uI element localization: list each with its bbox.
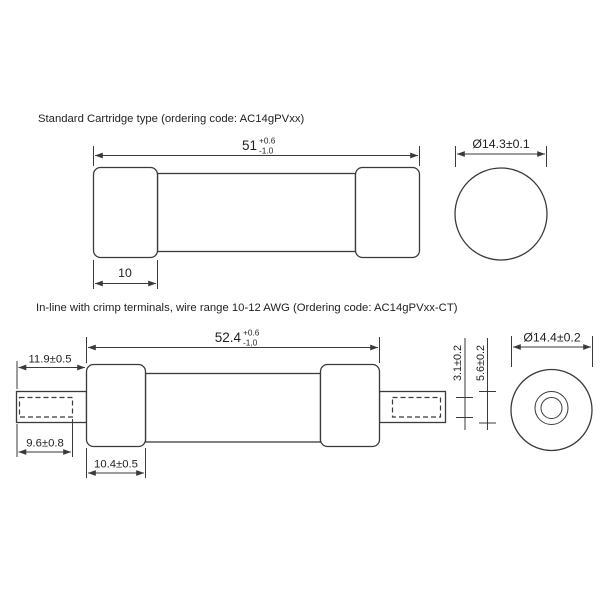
dim-barrel-height-value: 3.1±0.2: [452, 345, 464, 381]
section2-title: In-line with crimp terminals, wire range 10-12 AWG (Ordering code: AC14gPVxx-CT): [36, 302, 458, 314]
dim-terminal-height-value: 5.6±0.2: [475, 345, 487, 381]
fuse2-left-cap: [87, 365, 146, 447]
fuse1-end-view-circle: [455, 168, 547, 260]
dim-barrel-length-value: 9.6±0.8: [26, 437, 64, 450]
fuse2-left-terminal: [17, 392, 87, 423]
dim-length2-value: 52.4: [214, 330, 241, 345]
dim-length1-tol-plus: +0.6: [259, 135, 276, 146]
dim-cap1-value: 10: [118, 266, 132, 280]
dim-length1-tol-minus: -1.0: [259, 145, 274, 156]
fuse1-body: [158, 174, 356, 252]
fuse2-right-cap: [321, 365, 380, 447]
dim-terminal-length-value: 11.9±0.5: [28, 353, 72, 366]
fuse1-left-cap: [94, 168, 158, 258]
fuse2-right-terminal: [380, 392, 446, 423]
dim-dia2-value: Ø14.4±0.2: [523, 330, 581, 345]
dim-length1-value: 51: [241, 138, 257, 153]
section1-title: Standard Cartridge type (ordering code: AC14gPVxx): [38, 113, 305, 125]
dim-length2-tol-plus: +0.6: [243, 327, 260, 338]
dim-length2-tol-minus: -1,0: [243, 337, 258, 348]
fuse2-body: [146, 374, 321, 443]
fuse2-end-view-outer-circle: [511, 370, 592, 451]
dim-dia1-value: Ø14.3±0.1: [472, 137, 530, 151]
dim-cap2-value: 10.4±0.5: [94, 458, 138, 471]
fuse1-right-cap: [356, 168, 420, 258]
